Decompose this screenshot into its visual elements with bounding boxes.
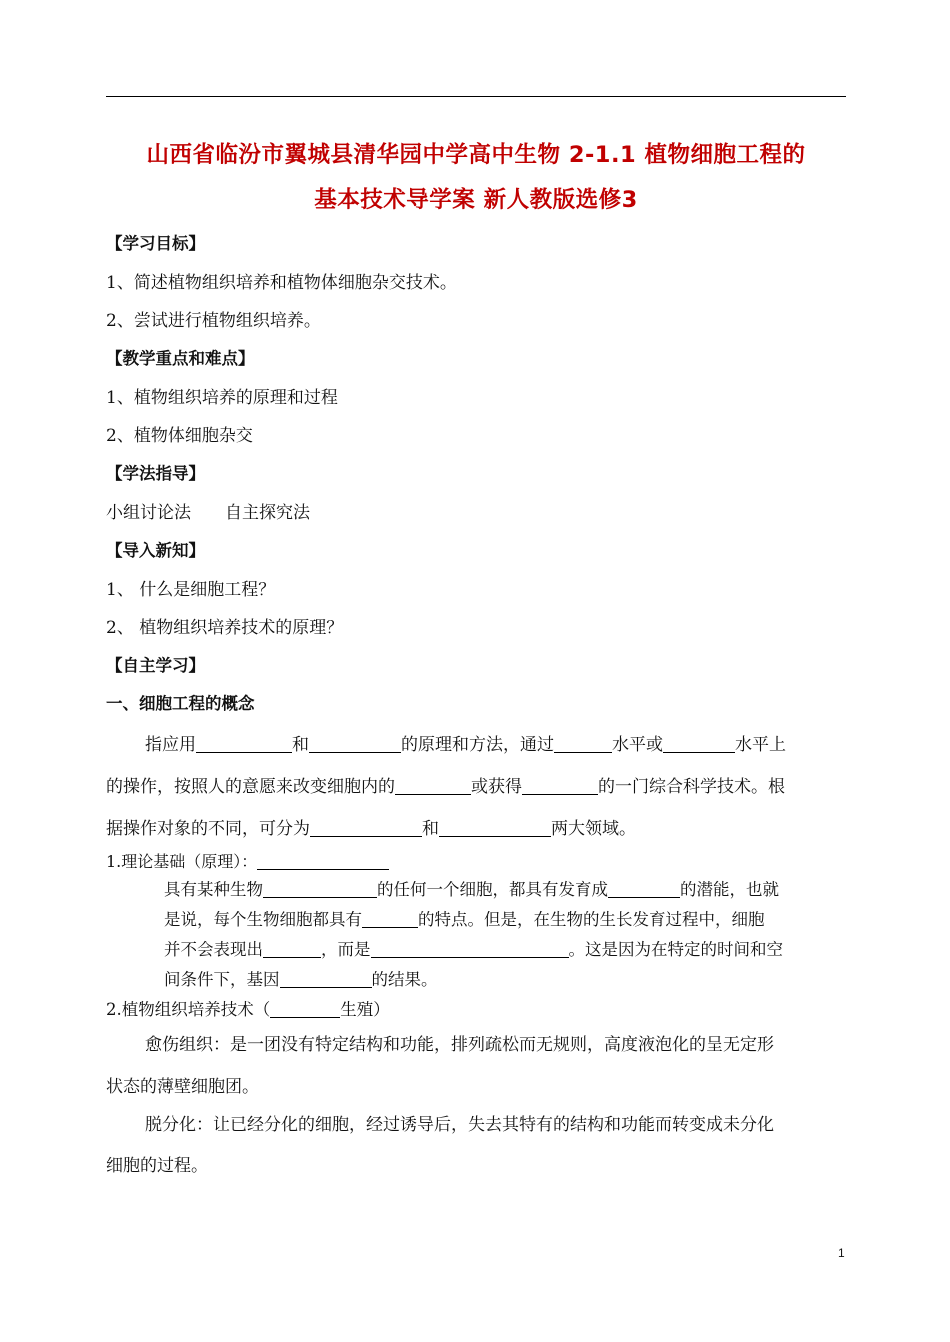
fill-blank[interactable] [257, 852, 389, 870]
fill-blank[interactable] [395, 776, 471, 795]
goal-item-1: 1、简述植物组织培养和植物体细胞杂交技术。 [106, 273, 457, 293]
fill-blank[interactable] [196, 734, 292, 753]
fill-blank[interactable] [263, 880, 377, 898]
fill-blank[interactable] [554, 734, 612, 753]
text-fragment: 或获得 [471, 777, 522, 797]
text-fragment: 据操作对象的不同，可分为 [106, 819, 310, 839]
keypoint-item-1: 1、植物组织培养的原理和过程 [106, 388, 338, 408]
text-fragment: 指应用 [145, 735, 196, 755]
theory-line-2 [164, 906, 765, 930]
fill-blank[interactable] [608, 880, 680, 898]
doc-title-line-2: 基本技术导学案 新人教版选修3 [314, 187, 638, 213]
text-fragment: 水平上 [735, 735, 786, 755]
fill-blank[interactable] [663, 734, 735, 753]
header-rule [106, 96, 846, 97]
text-fragment: 的操作，按照人的意愿来改变细胞内的 [106, 777, 395, 797]
text-fragment: 的结果。 [371, 970, 438, 989]
fill-blank[interactable] [439, 818, 551, 837]
intro-heading: 【导入新知】 [106, 541, 205, 560]
method-text: 小组讨论法 自主探究法 [106, 503, 310, 523]
text-fragment: 两大领域。 [551, 819, 636, 839]
fill-blank[interactable] [263, 940, 321, 958]
theory-basis-line [106, 849, 389, 872]
text-fragment: 的潜能，也就 [680, 880, 779, 899]
fill-blank[interactable] [310, 818, 422, 837]
text-fragment: 1.理论基础（原理）： [106, 852, 258, 871]
goals-heading: 【学习目标】 [106, 234, 205, 253]
concept-line-2 [106, 772, 785, 797]
text-fragment: ，而是 [321, 940, 371, 959]
text-fragment: 并不会表现出 [164, 940, 263, 959]
text-fragment: 是说，每个生物细胞都具有 [164, 910, 362, 929]
dediff-line-1: 脱分化：让已经分化的细胞，经过诱导后，失去其特有的结构和功能而转变成未分化 [145, 1115, 774, 1135]
self-study-heading: 【自主学习】 [106, 656, 205, 675]
text-fragment: 的原理和方法，通过 [401, 735, 554, 755]
concept-line-3 [106, 814, 636, 839]
text-fragment: 间条件下，基因 [164, 970, 280, 989]
fill-blank[interactable] [371, 940, 569, 958]
text-fragment: 的一门综合科学技术。根 [598, 777, 785, 797]
page-number: 1 [838, 1246, 845, 1260]
theory-line-1 [164, 876, 779, 900]
text-fragment: 水平或 [612, 735, 663, 755]
method-heading: 【学法指导】 [106, 464, 205, 483]
section-concept-title: 一、细胞工程的概念 [106, 694, 255, 713]
intro-item-2: 2、 植物组织培养技术的原理？ [106, 618, 344, 638]
fill-blank[interactable] [522, 776, 598, 795]
text-fragment: 的特点。但是，在生物的生长发育过程中，细胞 [418, 910, 765, 929]
text-fragment: 的任何一个细胞，都具有发育成 [377, 880, 608, 899]
text-fragment: 和 [422, 819, 439, 839]
text-fragment: 生殖） [340, 1000, 390, 1019]
goal-item-2: 2、尝试进行植物组织培养。 [106, 311, 321, 331]
text-fragment: 具有某种生物 [164, 880, 263, 899]
fill-blank[interactable] [280, 970, 372, 988]
fill-blank[interactable] [270, 1000, 340, 1018]
callus-line-1: 愈伤组织：是一团没有特定结构和功能，排列疏松而无规则，高度液泡化的呈无定形 [145, 1035, 774, 1055]
doc-title-line-1: 山西省临汾市翼城县清华园中学高中生物 2-1.1 植物细胞工程的 [146, 142, 806, 168]
fill-blank[interactable] [362, 910, 418, 928]
keypoints-heading: 【教学重点和难点】 [106, 349, 255, 368]
text-fragment: 。这是因为在特定的时间和空 [568, 940, 783, 959]
text-fragment: 和 [292, 735, 309, 755]
concept-line-1 [145, 730, 786, 755]
text-fragment: 2.植物组织培养技术（ [106, 1000, 271, 1019]
fill-blank[interactable] [309, 734, 401, 753]
intro-item-1: 1、 什么是细胞工程？ [106, 580, 276, 600]
tissue-culture-line [106, 996, 390, 1020]
dediff-line-2: 细胞的过程。 [106, 1156, 208, 1176]
theory-line-4 [164, 966, 438, 990]
keypoint-item-2: 2、植物体细胞杂交 [106, 426, 253, 446]
callus-line-2: 状态的薄壁细胞团。 [106, 1077, 259, 1097]
theory-line-3 [164, 936, 783, 960]
